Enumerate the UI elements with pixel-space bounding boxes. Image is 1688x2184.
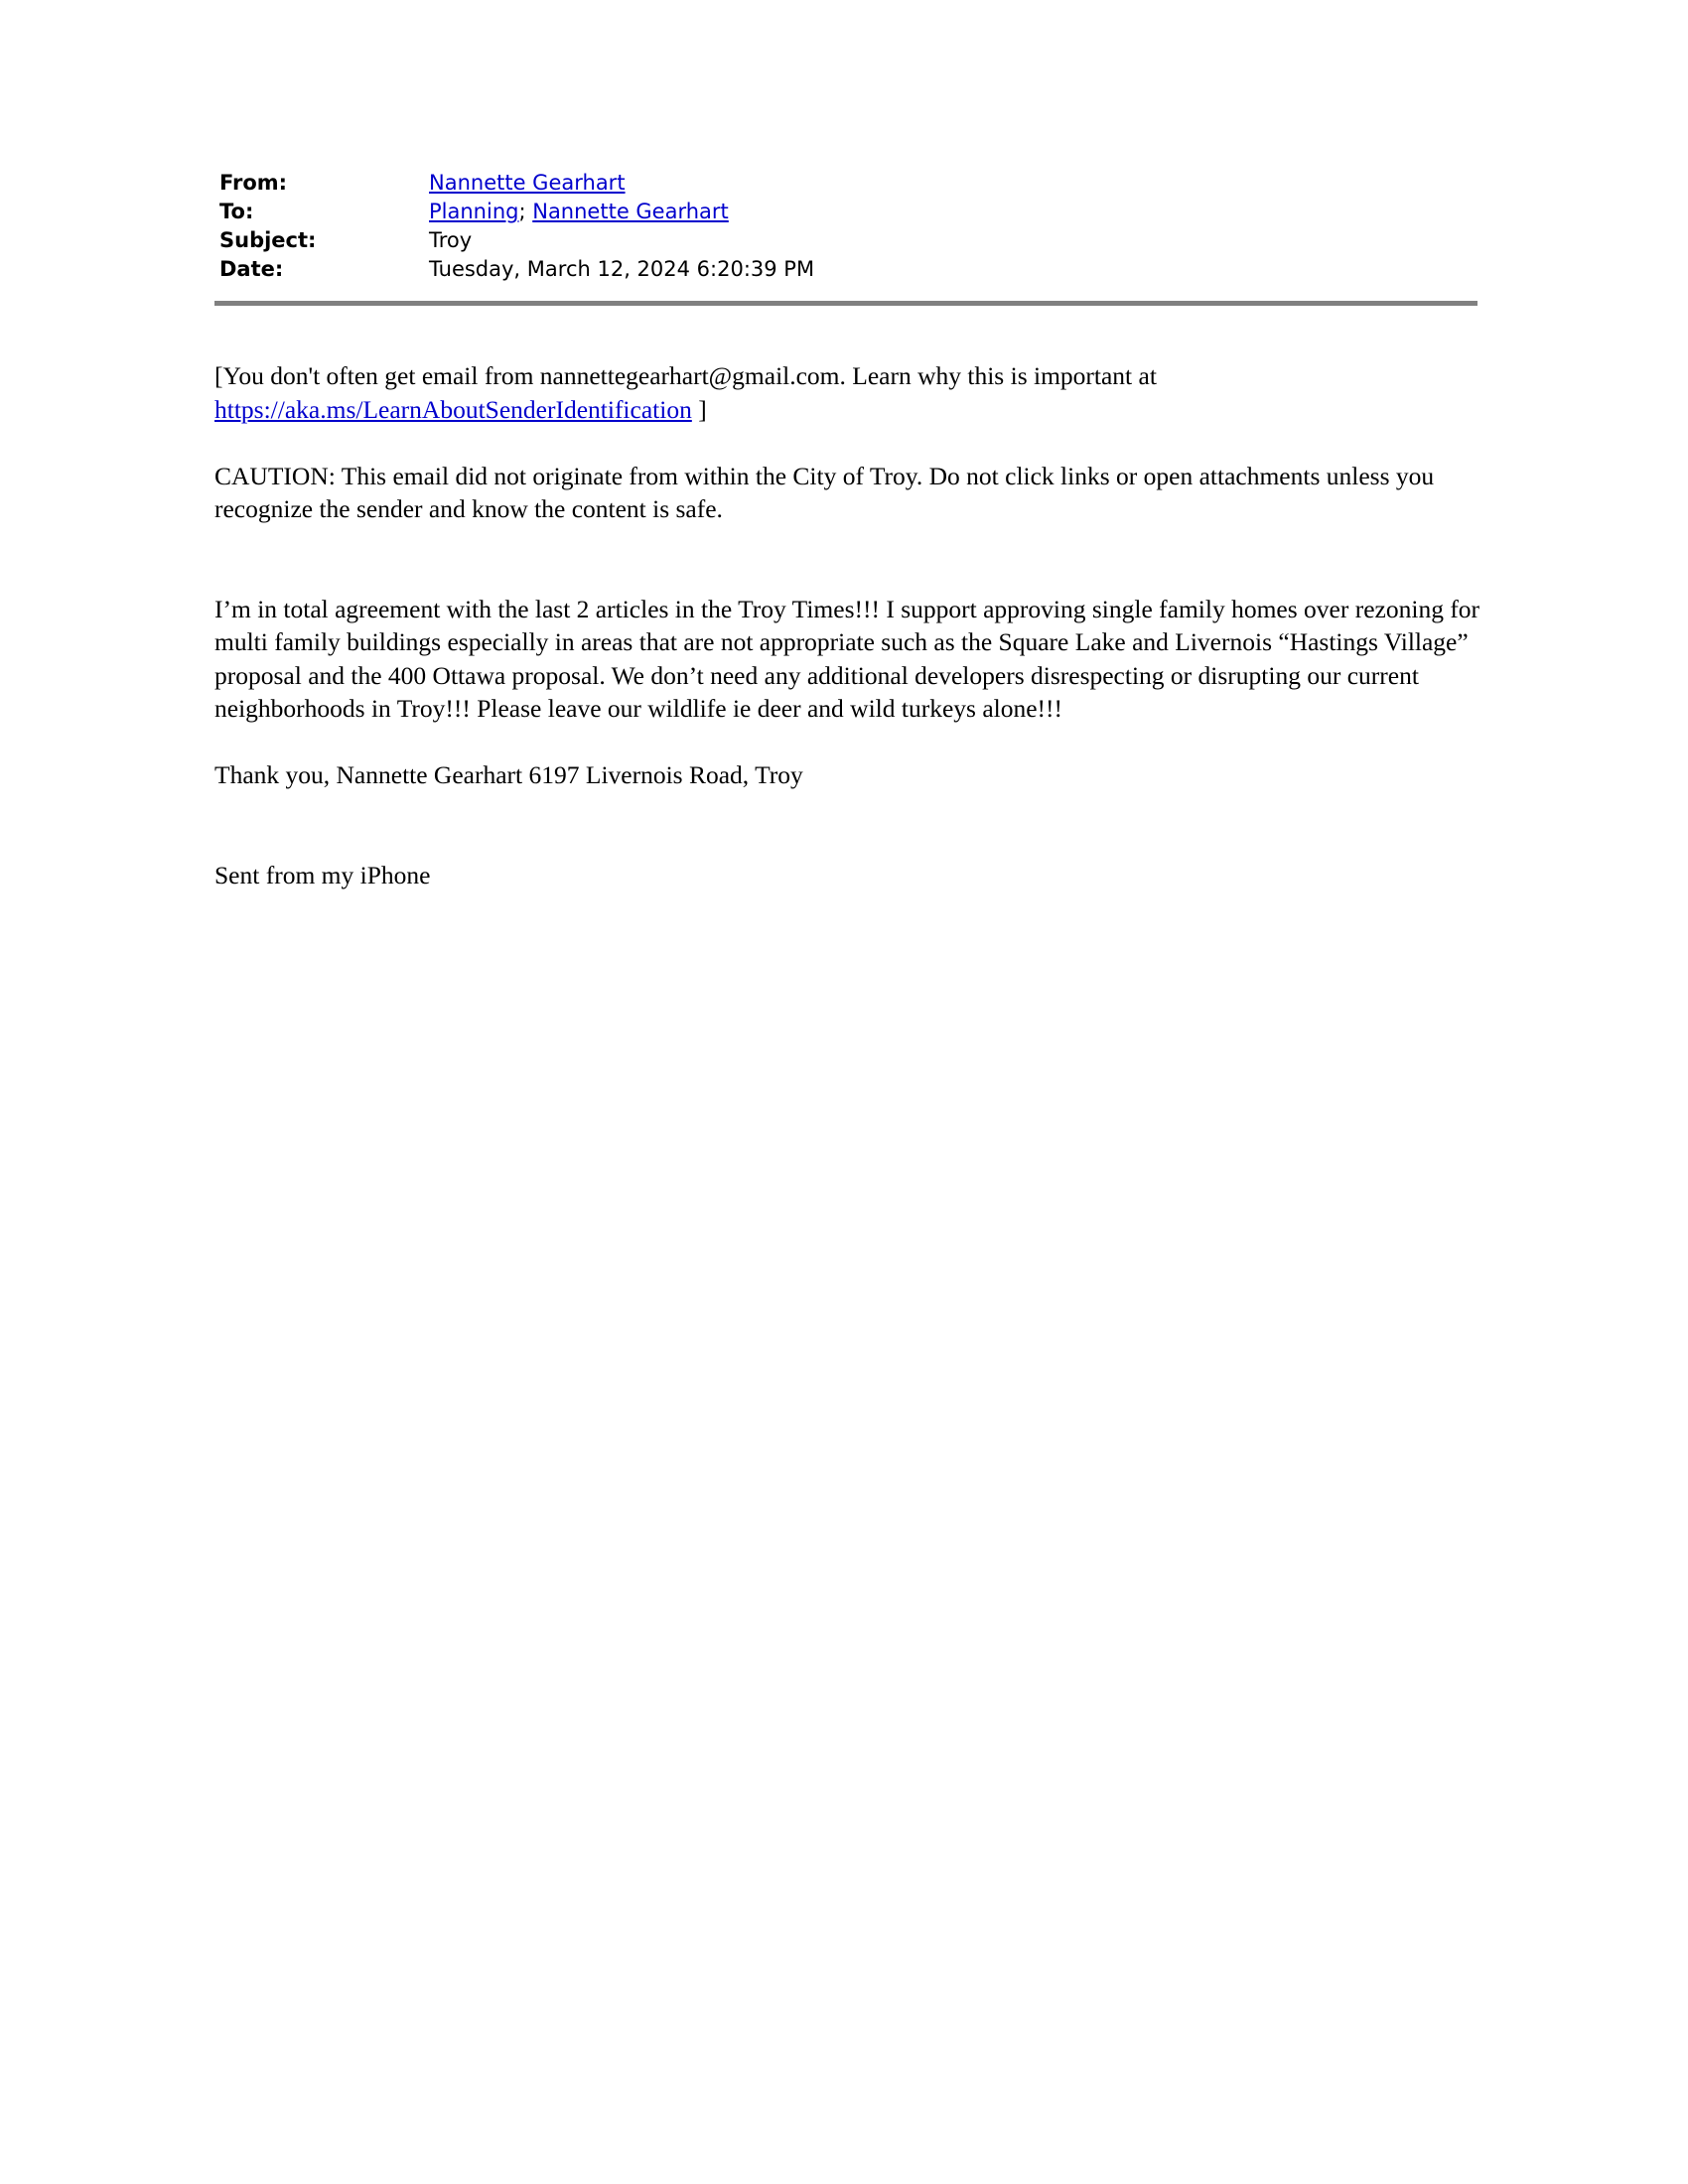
from-sender-link[interactable]: Nannette Gearhart (429, 171, 626, 195)
sender-identification-link[interactable]: https://aka.ms/LearnAboutSenderIdentification (214, 394, 692, 424)
message-paragraph: I’m in total agreement with the last 2 articles in the Troy Times!!! I support approving single family homes over rezoning for multi family buildings especially in areas that are not appropriate such as the Square Lake and Livernois “Hastings Village” proposal and the 400 Ottawa proposal. We don’t need any additional developers disrespecting or disrupting our current neighborhoods in Troy!!! Please leave our wildlife ie deer and wild turkeys alone!!! (214, 594, 1480, 723)
sender-notice (214, 359, 1480, 426)
email-header (214, 169, 1477, 284)
sender-notice-close: ] (691, 394, 707, 424)
date-label: Date: (219, 257, 284, 281)
to-recipient-gearhart-link[interactable]: Nannette Gearhart (532, 200, 729, 223)
to-row (214, 198, 1477, 226)
sender-notice-text: [You don't often get email from nannettegearhart@gmail.com. Learn why this is important at (214, 361, 1157, 390)
date-row (214, 255, 1477, 284)
to-value (429, 198, 1477, 226)
spacer (214, 526, 1480, 593)
sent-from-signature: Sent from my iPhone (214, 860, 431, 889)
email-body (214, 359, 1480, 891)
spacer (214, 426, 1480, 460)
from-label: From: (219, 171, 288, 195)
from-value (429, 169, 1477, 198)
signoff: Thank you, Nannette Gearhart 6197 Livernois Road, Troy (214, 760, 803, 789)
spacer (214, 792, 1480, 859)
subject-row (214, 226, 1477, 255)
to-label: To: (219, 200, 254, 223)
spacer (214, 726, 1480, 759)
date-value: Tuesday, March 12, 2024 6:20:39 PM (429, 257, 815, 281)
to-separator: ; (518, 200, 533, 223)
to-recipient-planning-link[interactable]: Planning (429, 200, 519, 223)
from-row (214, 169, 1477, 198)
caution-notice: CAUTION: This email did not originate from within the City of Troy. Do not click links or open attachments unless you recognize the sender and know the content is safe. (214, 461, 1435, 523)
subject-label: Subject: (219, 228, 317, 252)
subject-value: Troy (429, 228, 473, 252)
header-divider (214, 301, 1477, 306)
